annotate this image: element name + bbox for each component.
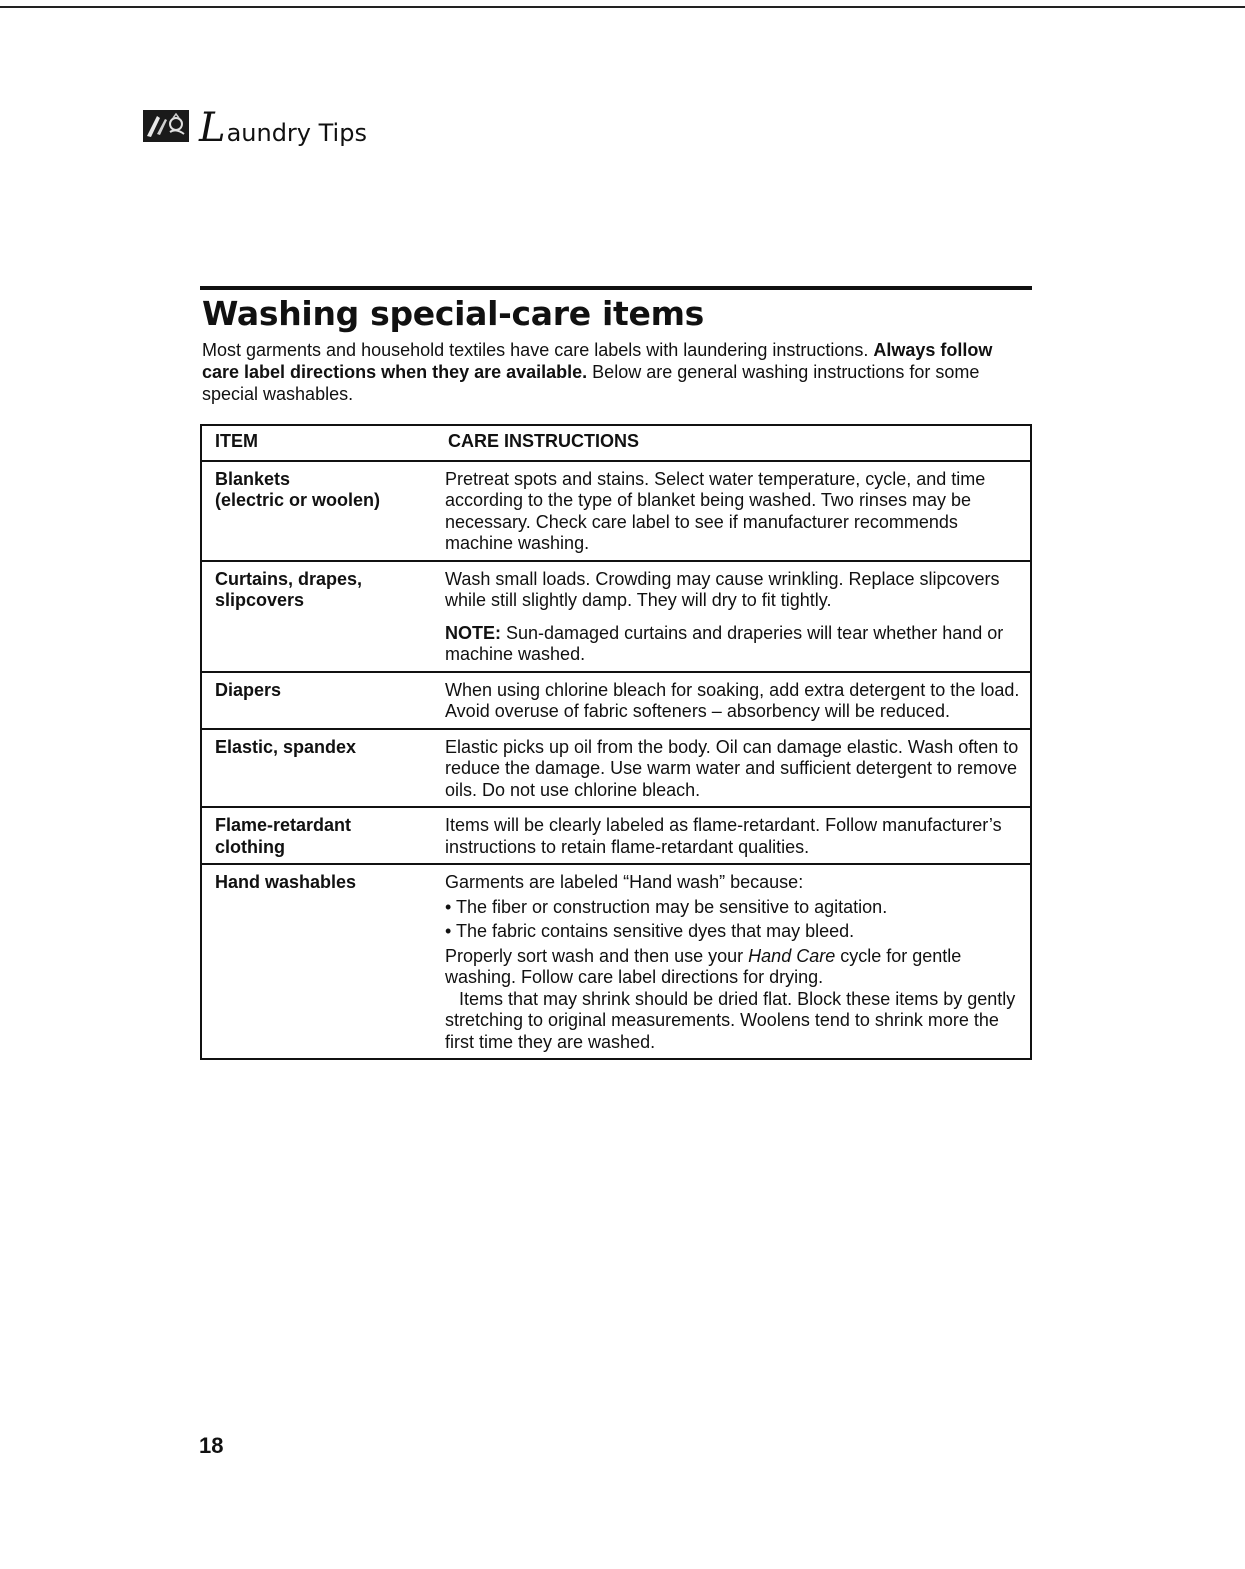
section-intro [202, 339, 1024, 405]
care-cell [435, 807, 1031, 864]
page-number: 18 [199, 1433, 224, 1458]
care-intro-text: Garments are labeled “Hand wash” because: [445, 872, 804, 892]
page-header [143, 105, 367, 151]
care-cell [435, 561, 1031, 672]
washing-special-care-section [200, 286, 1032, 405]
care-sort-text [445, 946, 1020, 989]
note-text: Sun-damaged curtains and draperies will tear whether hand or machine washed. [445, 622, 1004, 664]
table-row [201, 461, 1031, 561]
item-name-continued: slipcovers [215, 590, 305, 610]
care-text: Elastic picks up oil from the body. Oil can damage elastic. Wash often to reduce the damage. Use warm water and sufficient detergent to remove oils. Do not use chlorine bleach. [445, 736, 1019, 800]
page-header-title [199, 105, 367, 151]
top-page-rule [0, 6, 1245, 8]
sort-text-after: cycle for gentle washing. Follow care label directions for drying. [445, 945, 962, 987]
note-label: NOTE: [445, 622, 501, 643]
hand-care-cycle-name: Hand Care [748, 945, 836, 966]
care-shrink-text: Items that may shrink should be dried flat. Block these items by gently stretching to original measurements. Woolens tend to shrink more the first time they are washed. [445, 988, 1016, 1052]
table-row [201, 729, 1031, 808]
care-bullet-item: • The fabric contains sensitive dyes that may bleed. [445, 921, 855, 941]
section-rule [200, 286, 1032, 290]
care-cell [435, 461, 1031, 561]
care-text: Items will be clearly labeled as flame-retardant. Follow manufacturer’s instructions to retain flame-retardant qualities. [445, 815, 1002, 857]
item-cell [201, 864, 435, 1059]
care-text: When using chlorine bleach for soaking, add extra detergent to the load. Avoid overuse of fabric softeners – absorbency will be reduced. [445, 679, 1020, 721]
item-cell [201, 461, 435, 561]
section-title: Washing special-care items [202, 294, 705, 333]
header-title-rest: aundry Tips [226, 119, 367, 147]
item-name-qualifier: (electric or woolen) [215, 490, 381, 510]
item-name: Flame-retardant [215, 815, 352, 835]
item-name: Curtains, drapes, [215, 568, 363, 589]
care-bullet-item: • The fiber or construction may be sensitive to agitation. [445, 896, 888, 917]
item-cell [201, 561, 435, 672]
item-cell [201, 729, 435, 808]
care-cell [435, 729, 1031, 808]
care-text: Pretreat spots and stains. Select water temperature, cycle, and time according to the type of blanket being washed. Two rinses may be necessary. Check care label to see if manufacturer recommends machine washing. [445, 468, 986, 553]
sort-text-before: Properly sort wash and then use your [445, 945, 749, 966]
intro-bold-text: Always follow care label directions when they are available. [202, 340, 993, 382]
table-row [201, 807, 1031, 864]
item-cell [201, 807, 435, 864]
table-row [201, 561, 1031, 672]
care-cell [435, 864, 1031, 1059]
intro-tail-text: Below are general washing instructions for some special washables. [202, 362, 980, 404]
table-row [201, 864, 1031, 1059]
item-name: Diapers [215, 679, 282, 700]
care-text: Wash small loads. Crowding may cause wrinkling. Replace slipcovers while still slightly damp. They will dry to fit tightly. [445, 568, 1000, 610]
item-name: Hand washables [215, 872, 357, 892]
care-note [445, 623, 1020, 666]
care-column-header: CARE INSTRUCTIONS [435, 425, 1031, 461]
care-cell [435, 672, 1031, 729]
laundry-section-logo-icon [143, 110, 189, 142]
header-title-initial: L [199, 105, 226, 151]
item-column-header: ITEM [201, 425, 435, 461]
care-instructions-table [200, 424, 1032, 1060]
item-cell [201, 672, 435, 729]
intro-plain-text: Most garments and household textiles have care labels with laundering instructions. [202, 340, 874, 360]
item-name: Elastic, spandex [215, 736, 357, 757]
item-name-continued: clothing [215, 836, 285, 857]
table-row [201, 672, 1031, 729]
item-name: Blankets [215, 468, 291, 489]
table-header-row [201, 425, 1031, 461]
